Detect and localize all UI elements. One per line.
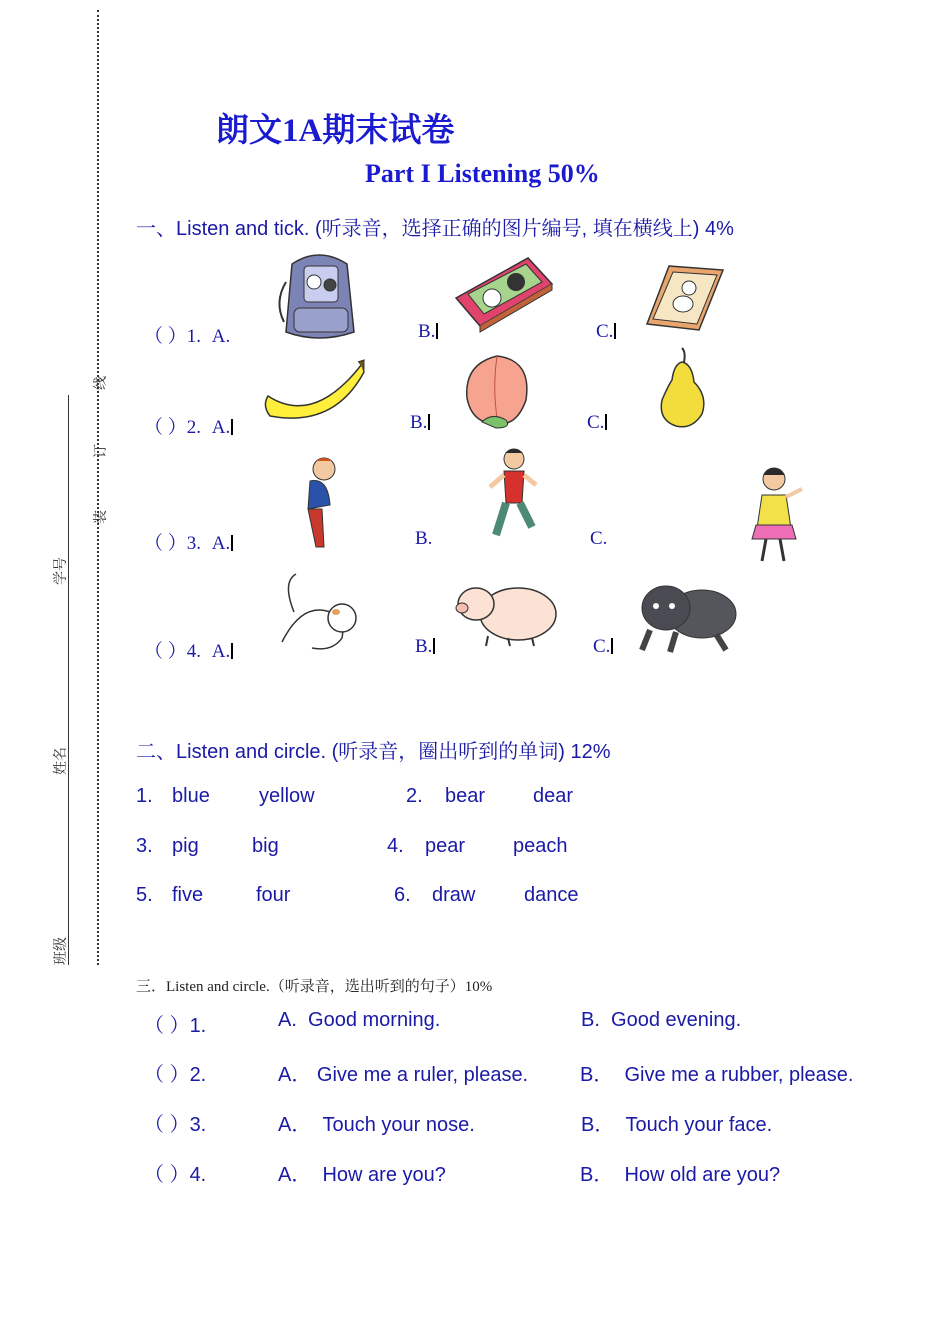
option-c-label: C. (587, 412, 607, 434)
option-a-label: A. (211, 326, 231, 347)
word-option[interactable]: pear (425, 835, 466, 857)
question-row (144, 528, 233, 555)
binding-label-xian: 线 (94, 376, 109, 390)
sentence-row: （ ）2. (144, 1064, 207, 1086)
sentence-option-a[interactable]: A. Good morning. (278, 1009, 441, 1031)
part-heading: Part I Listening 50% (365, 159, 600, 188)
option-b-label: B. (410, 412, 430, 434)
binding-dotted-line (97, 10, 99, 965)
section2-heading: 二、Listen and circle. (听录音，圈出听到的单词) 12% (136, 741, 611, 763)
page-title: 朗文1A期末试卷 (216, 113, 455, 149)
singing-girl-picture (752, 465, 814, 565)
class-label: 班级 (54, 937, 69, 965)
answer-paren[interactable]: （ ） (144, 533, 187, 554)
word-option[interactable]: four (256, 884, 291, 906)
answer-paren[interactable]: （ ） (144, 641, 187, 662)
pencil-case-picture (452, 250, 554, 332)
word-option[interactable]: draw (432, 884, 476, 906)
word-option[interactable]: big (252, 835, 279, 857)
student-number-label: 学号 (54, 557, 69, 585)
sentence-row: （ ）1. (144, 1015, 207, 1037)
word-option[interactable]: blue (172, 785, 210, 807)
option-a-label: A. (211, 641, 231, 662)
answer-paren[interactable]: （ ） (144, 1015, 190, 1037)
answer-paren[interactable]: （ ） (144, 1064, 190, 1086)
dog-picture (636, 574, 744, 654)
word-option[interactable]: bear (445, 785, 486, 807)
option-b-label: B. (418, 321, 438, 343)
binding-label-zhuang: 装 (94, 510, 109, 524)
answer-paren[interactable]: （ ） (144, 326, 187, 347)
pear-picture (656, 348, 708, 430)
peach-picture (462, 350, 532, 430)
sentence-option-b[interactable]: B. Good evening. (581, 1009, 742, 1031)
student-name-label: 姓名 (54, 747, 69, 775)
word-option[interactable]: pig (172, 835, 199, 857)
running-boy-picture (484, 447, 542, 547)
schoolbag-picture (272, 252, 367, 342)
sentence-option-a[interactable]: A． Touch your nose. (278, 1114, 475, 1136)
sentence-option-a[interactable]: A． Give me a ruler, please. (278, 1064, 529, 1086)
bowing-boy-picture (290, 455, 345, 550)
question-row (144, 321, 230, 348)
word-option[interactable]: yellow (259, 785, 315, 807)
option-a-label: A. (211, 417, 231, 438)
question-number: 2. (186, 417, 202, 438)
word-item: 3. (136, 835, 153, 857)
answer-paren[interactable]: （ ） (144, 1164, 190, 1186)
option-c-label: C. (596, 321, 616, 343)
word-option[interactable]: dear (533, 785, 574, 807)
option-c-label: C. (593, 636, 613, 658)
option-a-label: A. (211, 533, 231, 554)
question-number: 3. (186, 533, 202, 554)
question-number: 1. (186, 326, 202, 347)
book-picture (645, 264, 725, 330)
answer-paren[interactable]: （ ） (144, 1114, 190, 1136)
question-number: 4. (186, 641, 202, 662)
option-c-label: C. (590, 528, 608, 549)
sentence-row: （ ）4. (144, 1164, 207, 1186)
word-item: 4. (387, 835, 404, 857)
binding-label-ding: 订 (94, 444, 109, 458)
banana-picture (264, 360, 366, 428)
word-option[interactable]: dance (524, 884, 579, 906)
sentence-row: （ ）3. (144, 1114, 207, 1136)
section3-heading: 三．Listen and circle.（听录音，选出听到的句子）10% (136, 979, 493, 995)
sentence-option-b[interactable]: B． Give me a rubber, please. (580, 1064, 854, 1086)
cat-picture (272, 572, 368, 656)
option-b-label: B. (415, 528, 433, 549)
option-b-label: B. (415, 636, 435, 658)
sentence-option-b[interactable]: B． How old are you? (580, 1164, 781, 1186)
question-row (144, 412, 233, 439)
word-item: 2. (406, 785, 423, 807)
word-item: 6. (394, 884, 411, 906)
sentence-option-b[interactable]: B． Touch your face. (581, 1114, 773, 1136)
word-item: 1. (136, 785, 153, 807)
word-option[interactable]: five (172, 884, 204, 906)
answer-paren[interactable]: （ ） (144, 417, 187, 438)
sentence-option-a[interactable]: A． How are you? (278, 1164, 446, 1186)
pig-picture (452, 576, 560, 646)
student-info-line (68, 395, 69, 965)
word-item: 5. (136, 884, 153, 906)
question-row (144, 636, 233, 663)
word-option[interactable]: peach (513, 835, 568, 857)
section1-heading: 一、Listen and tick. (听录音，选择正确的图片编号, 填在横线上) 4% (136, 218, 734, 240)
